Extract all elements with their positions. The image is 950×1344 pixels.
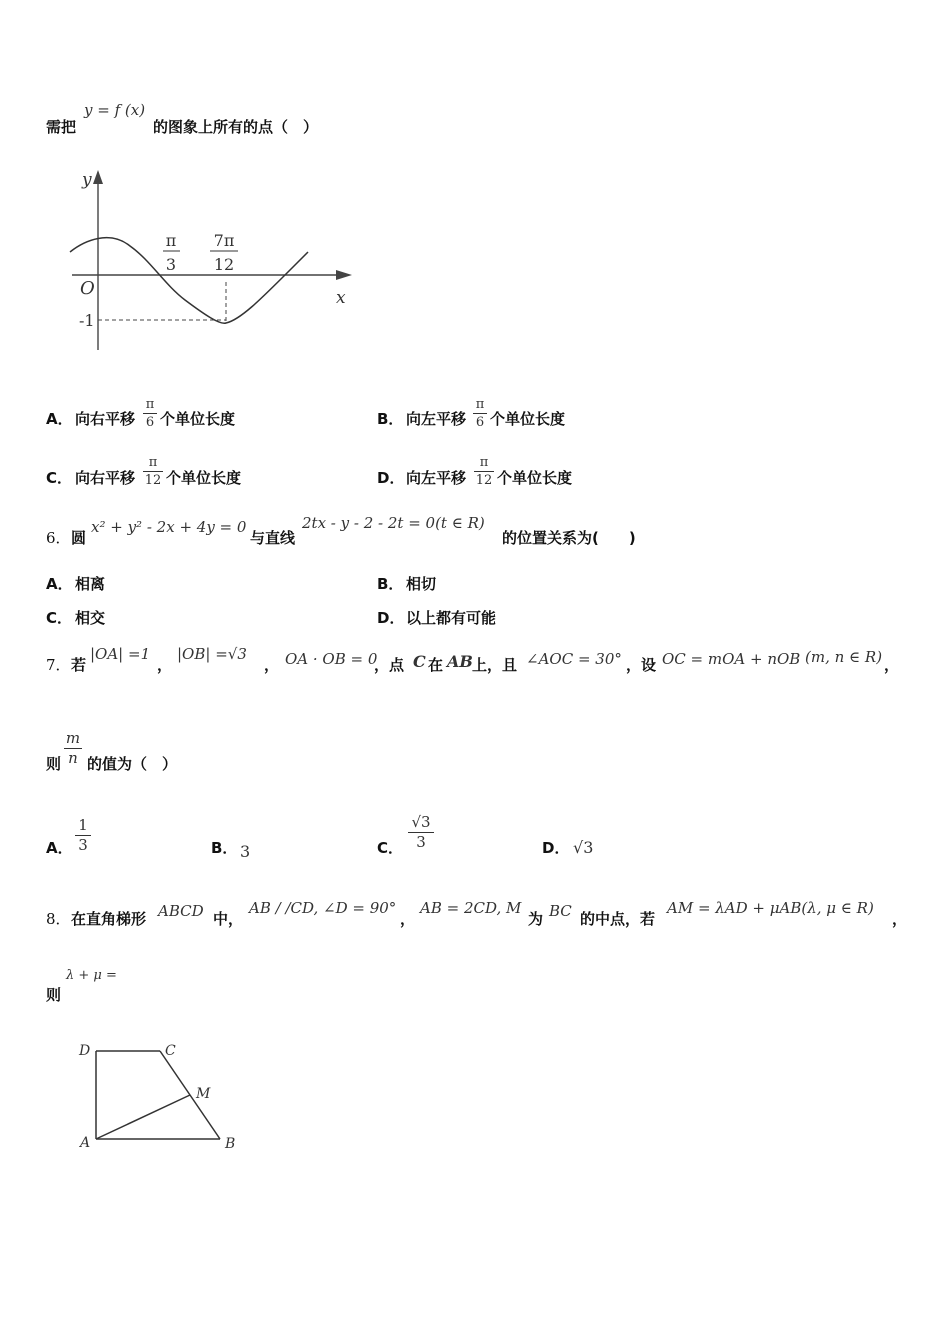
q7-option-c: √3 3: [408, 815, 434, 850]
q5-b-label: B．: [377, 410, 404, 428]
tick1-den: 3: [165, 255, 177, 274]
q7-m-over-n: m n: [65, 729, 81, 767]
q6-number: 6．: [46, 529, 71, 547]
tick1-num: π: [165, 231, 177, 250]
label-a: A: [80, 1135, 91, 1151]
q7-vector-eq: OC = mOA + nOB: [662, 650, 801, 668]
q7-domain: (m, n ∈ R): [805, 648, 883, 666]
y-axis-arrow: [93, 170, 103, 184]
q8-bc: BC: [549, 902, 572, 920]
intro-suffix: 的图象上所有的点（ ）: [153, 118, 319, 136]
sine-curve: [70, 238, 308, 324]
intro-prefix: 需把: [46, 118, 77, 136]
q7-option-a: 1 3: [75, 818, 91, 853]
trapezoid-figure: [70, 1035, 250, 1160]
q7-number: 7．: [46, 656, 71, 674]
q7-option-b: 3: [240, 842, 251, 861]
q5-c-label: C．: [46, 469, 73, 487]
y-label: y: [82, 170, 92, 190]
q5-d-frac: π 12: [475, 455, 493, 488]
q8-ab-eq: AB = 2CD, M: [420, 899, 522, 917]
q5-d-label: D．: [377, 469, 405, 487]
q8-parallel: AB / /CD, ∠D = 90°: [249, 899, 397, 917]
label-c: C: [165, 1043, 176, 1059]
q5-a-frac: π 6: [143, 398, 157, 429]
q7-dot-product: OA · OB = 0: [285, 650, 378, 668]
neg-one-label: -1: [79, 311, 95, 330]
label-b: B: [225, 1136, 236, 1152]
q8-number: 8．: [46, 910, 71, 928]
q7-ob-mag: |OB| =√3: [177, 645, 247, 663]
q6-option-b: 相切: [406, 575, 437, 593]
q6-option-c: 相交: [75, 609, 106, 627]
x-axis-arrow: [336, 270, 352, 280]
q5-c-frac: π 12: [144, 455, 162, 488]
x-label: x: [336, 288, 346, 308]
origin-label: O: [80, 278, 95, 299]
q6-option-a: 相离: [75, 575, 106, 593]
q6-circle-eq: x² + y² - 2x + 4y = 0: [91, 518, 247, 536]
label-d: D: [79, 1043, 91, 1059]
intro-expr: y = f (x): [84, 101, 146, 119]
q6-option-d: 以上都有可能: [406, 609, 497, 627]
q5-a-label: A．: [46, 410, 73, 428]
q7-option-d: √3: [573, 838, 594, 857]
q8-am-eq: AM = λAD + μAB(λ, μ ∈ R): [667, 899, 874, 917]
q8-lambda-mu: λ + μ =: [66, 968, 117, 983]
q6-line-eq: 2tx - y - 2 - 2t = 0(t ∈ R): [302, 514, 485, 532]
segment-am: [96, 1095, 190, 1139]
label-m: M: [196, 1086, 211, 1102]
q8-abcd: ABCD: [158, 902, 204, 920]
sine-graph: [60, 160, 370, 360]
tick2-den: 12: [213, 255, 235, 274]
q7-oa-mag: |OA| =1: [90, 645, 151, 663]
tick2-num: 7π: [213, 231, 235, 250]
q7-angle: ∠AOC = 30°: [526, 650, 622, 668]
q5-b-frac: π 6: [473, 398, 487, 429]
